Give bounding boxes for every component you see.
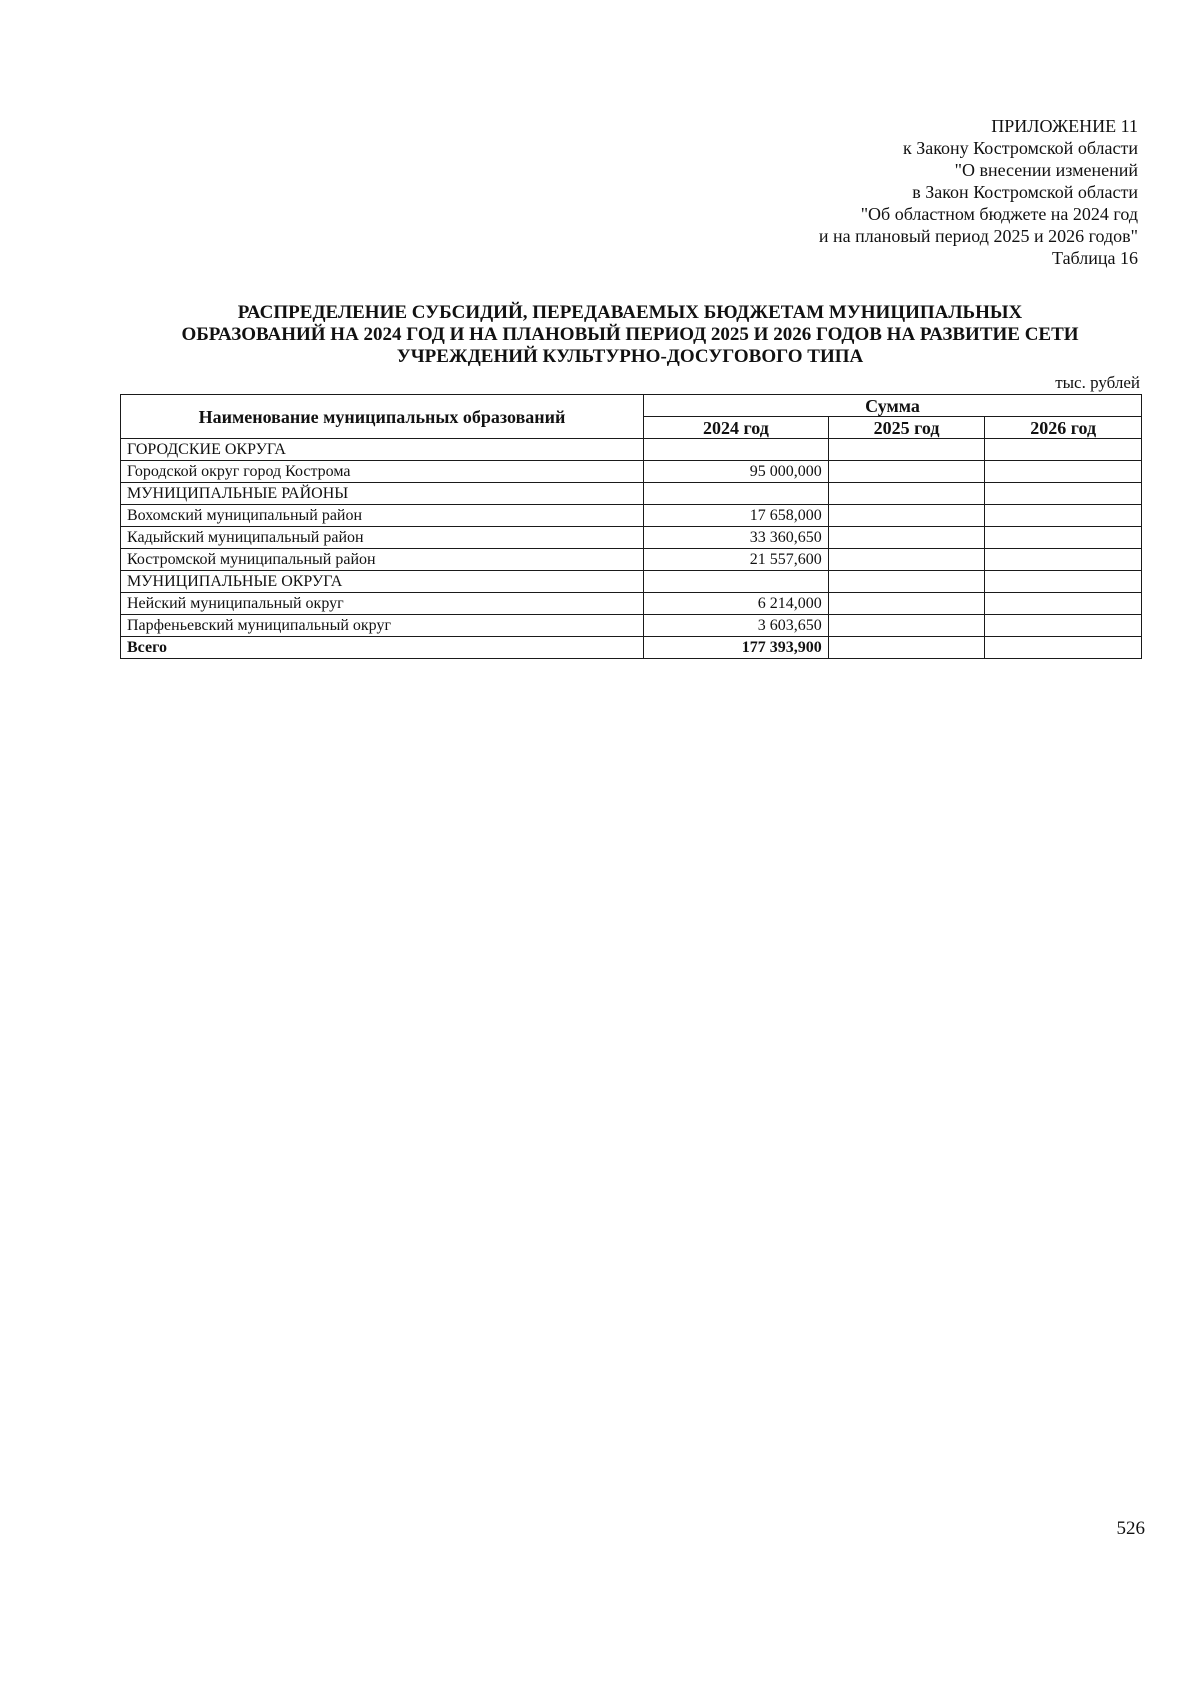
table-row [121,571,1142,593]
amount-2024: 6 214,000 [644,593,829,615]
municipality-name: МУНИЦИПАЛЬНЫЕ ОКРУГА [121,571,644,593]
amount-2025 [828,593,985,615]
amount-2024: 17 658,000 [644,505,829,527]
municipality-name: Нейский муниципальный округ [121,593,644,615]
amount-2025 [828,483,985,505]
amount-2025 [828,615,985,637]
year-header-2026: 2026 год [985,417,1142,439]
title-line: УЧРЕЖДЕНИЙ КУЛЬТУРНО-ДОСУГОВОГО ТИПА [396,346,864,367]
year-header-2024: 2024 год [644,417,829,439]
amount-2026 [985,461,1142,483]
amount-2024: 33 360,650 [644,527,829,549]
municipality-name: МУНИЦИПАЛЬНЫЕ РАЙОНЫ [121,483,644,505]
amount-2025 [828,439,985,461]
amount-2025 [828,461,985,483]
amount-2026 [985,505,1142,527]
municipality-name: ГОРОДСКИЕ ОКРУГА [121,439,644,461]
table-row [121,483,1142,505]
table-row [121,549,1142,571]
page-number: 526 [1116,1518,1145,1539]
municipality-name: Костромской муниципальный район [121,549,644,571]
table-row [121,461,1142,483]
amount-2026 [985,593,1142,615]
total-2024: 177 393,900 [644,637,829,659]
table-row [121,439,1142,461]
municipality-name: Парфеньевский муниципальный округ [121,615,644,637]
amount-2024 [644,439,829,461]
amount-2026 [985,439,1142,461]
amount-2026 [985,615,1142,637]
table-body [121,439,1142,659]
appendix-line: "Об областном бюджете на 2024 год [860,204,1138,224]
year-header-2025: 2025 год [828,417,985,439]
sum-column-header: Сумма [644,395,1142,417]
name-column-header: Наименование муниципальных образований [121,395,644,439]
amount-2026 [985,483,1142,505]
title-line: РАСПРЕДЕЛЕНИЕ СУБСИДИЙ, ПЕРЕДАВАЕМЫХ БЮДЖЕТАМ МУНИЦИПАЛЬНЫХ [237,302,1023,323]
amount-2025 [828,571,985,593]
amount-2025 [828,505,985,527]
total-2025 [828,637,985,659]
amount-2024 [644,483,829,505]
amount-2024: 3 603,650 [644,615,829,637]
appendix-line: к Закону Костромской области [902,138,1138,158]
table-row [121,593,1142,615]
municipality-name: Городской округ город Кострома [121,461,644,483]
total-row [121,637,1142,659]
subsidy-table [120,394,1142,659]
municipality-name: Кадыйский муниципальный район [121,527,644,549]
municipality-name: Вохомский муниципальный район [121,505,644,527]
amount-2026 [985,571,1142,593]
appendix-line: ПРИЛОЖЕНИЕ 11 [991,116,1138,136]
amount-2024: 21 557,600 [644,549,829,571]
amount-2024 [644,571,829,593]
appendix-line: "О внесении изменений [954,160,1138,180]
table-row [121,615,1142,637]
total-label: Всего [121,637,644,659]
appendix-header [819,115,1138,269]
appendix-line: и на плановый период 2025 и 2026 годов" [818,226,1138,246]
table-row [121,527,1142,549]
units-label: тыс. рублей [1055,373,1140,392]
title-line: ОБРАЗОВАНИЙ НА 2024 ГОД И НА ПЛАНОВЫЙ ПЕРИОД 2025 И 2026 ГОДОВ НА РАЗВИТИЕ СЕТИ [181,324,1079,345]
amount-2026 [985,549,1142,571]
table-number: Таблица 16 [1052,248,1138,268]
amount-2026 [985,527,1142,549]
amount-2025 [828,549,985,571]
document-title [110,302,1150,368]
table-row [121,505,1142,527]
amount-2024: 95 000,000 [644,461,829,483]
total-2026 [985,637,1142,659]
appendix-line: в Закон Костромской области [912,182,1138,202]
amount-2025 [828,527,985,549]
